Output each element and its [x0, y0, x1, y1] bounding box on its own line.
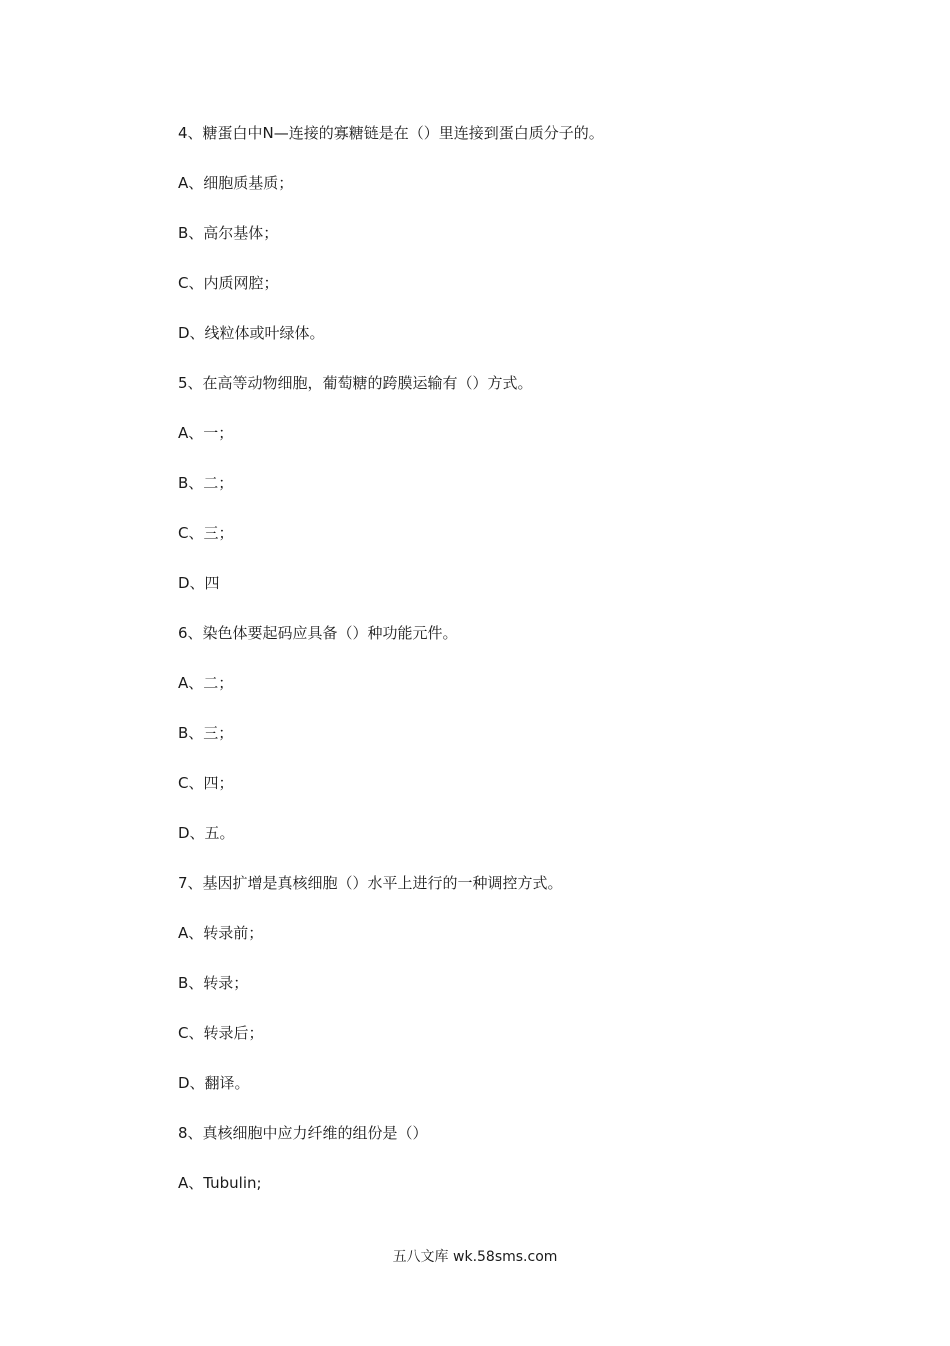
question-4-stem: 4、糖蛋白中N—连接的寡糖链是在（）里连接到蛋白质分子的。	[178, 124, 604, 142]
question-5-option-c: C、三；	[178, 524, 234, 542]
question-4-option-a: A、细胞质基质；	[178, 174, 294, 192]
question-4-option-b: B、高尔基体；	[178, 224, 279, 242]
question-5-option-b: B、二；	[178, 474, 234, 492]
question-8-option-a: A、Tubulin;	[178, 1174, 262, 1192]
question-6-stem: 6、染色体要起码应具备（）种功能元件。	[178, 624, 458, 642]
question-7-stem: 7、基因扩增是真核细胞（）水平上进行的一种调控方式。	[178, 874, 563, 892]
question-6-option-d: D、五。	[178, 824, 235, 842]
question-6-option-c: C、四；	[178, 774, 234, 792]
question-list	[178, 120, 778, 1220]
question-5-stem: 5、在高等动物细胞，葡萄糖的跨膜运输有（）方式。	[178, 374, 533, 392]
page-footer: 五八文库 wk.58sms.com	[392, 1249, 558, 1265]
question-8-stem: 8、真核细胞中应力纤维的组份是（）	[178, 1124, 428, 1142]
question-5-option-a: A、一；	[178, 424, 234, 442]
question-7-option-c: C、转录后；	[178, 1024, 264, 1042]
question-5-option-d: D、四	[178, 574, 220, 592]
question-4-option-d: D、线粒体或叶绿体。	[178, 324, 325, 342]
question-7-option-d: D、翻译。	[178, 1074, 250, 1092]
question-6-option-b: B、三；	[178, 724, 234, 742]
question-4-option-c: C、内质网腔；	[178, 274, 279, 292]
question-7-option-a: A、转录前；	[178, 924, 264, 942]
question-6-option-a: A、二；	[178, 674, 234, 692]
question-7-option-b: B、转录；	[178, 974, 249, 992]
